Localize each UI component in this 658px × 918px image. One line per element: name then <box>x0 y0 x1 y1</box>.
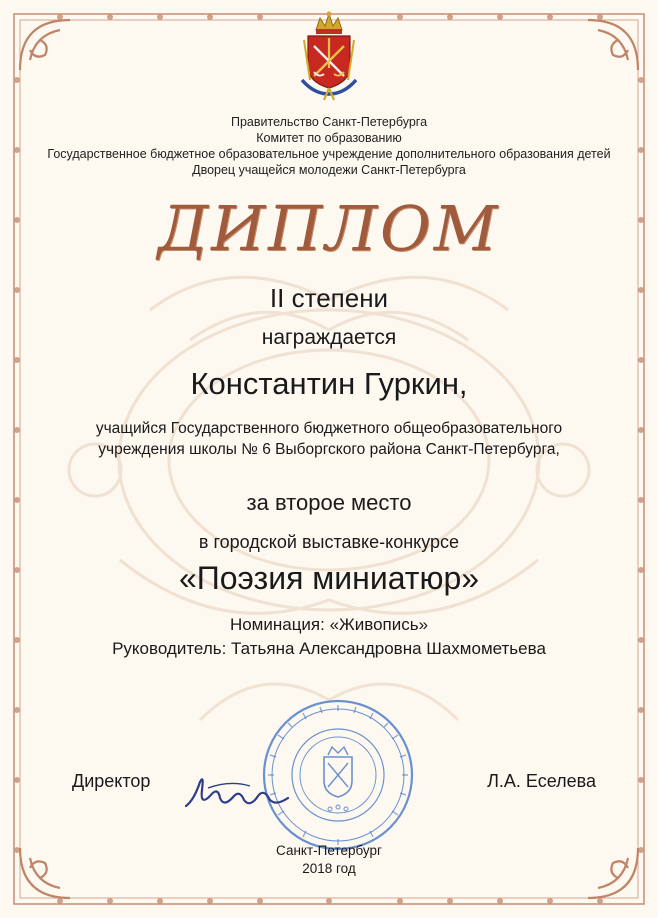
header-palace: Дворец учащейся молодежи Санкт-Петербурга <box>192 163 466 177</box>
header-committee: Комитет по образованию <box>256 131 402 145</box>
awarded-label: награждается <box>261 326 397 349</box>
award-reason: за второе место <box>246 490 412 515</box>
saint-petersburg-coat-of-arms-icon <box>294 10 364 102</box>
issue-year: 2018 год <box>302 861 356 876</box>
diploma-degree: II степени <box>269 283 389 313</box>
recipient-name: Константин Гуркин, <box>190 366 468 401</box>
diploma-title: ДИПЛОМ <box>157 192 501 265</box>
director-name: Л.А. Еселева <box>487 771 596 791</box>
recipient-info-line: учащийся Государственного бюджетного общеобразовательного <box>95 420 563 437</box>
contest-label: в городской выставке-конкурсе <box>198 532 460 552</box>
director-label: Директор <box>72 771 151 791</box>
recipient-info <box>0 418 658 460</box>
header-government: Правительство Санкт-Петербурга <box>230 115 428 129</box>
recipient-info-line: учреждения школы № 6 Выборгского района Санкт-Петербурга, <box>98 441 560 458</box>
header-institution: Государственное бюджетное образовательное учреждение дополнительного образования детей <box>47 147 611 161</box>
nomination: Номинация: «Живопись» <box>229 615 429 634</box>
supervisor: Руководитель: Татьяна Александровна Шахмометьева <box>112 639 546 658</box>
issuer-header <box>0 114 658 178</box>
director-signature <box>180 760 300 820</box>
issue-city: Санкт-Петербург <box>276 843 382 858</box>
contest-name: «Поэзия миниатюр» <box>178 560 480 596</box>
